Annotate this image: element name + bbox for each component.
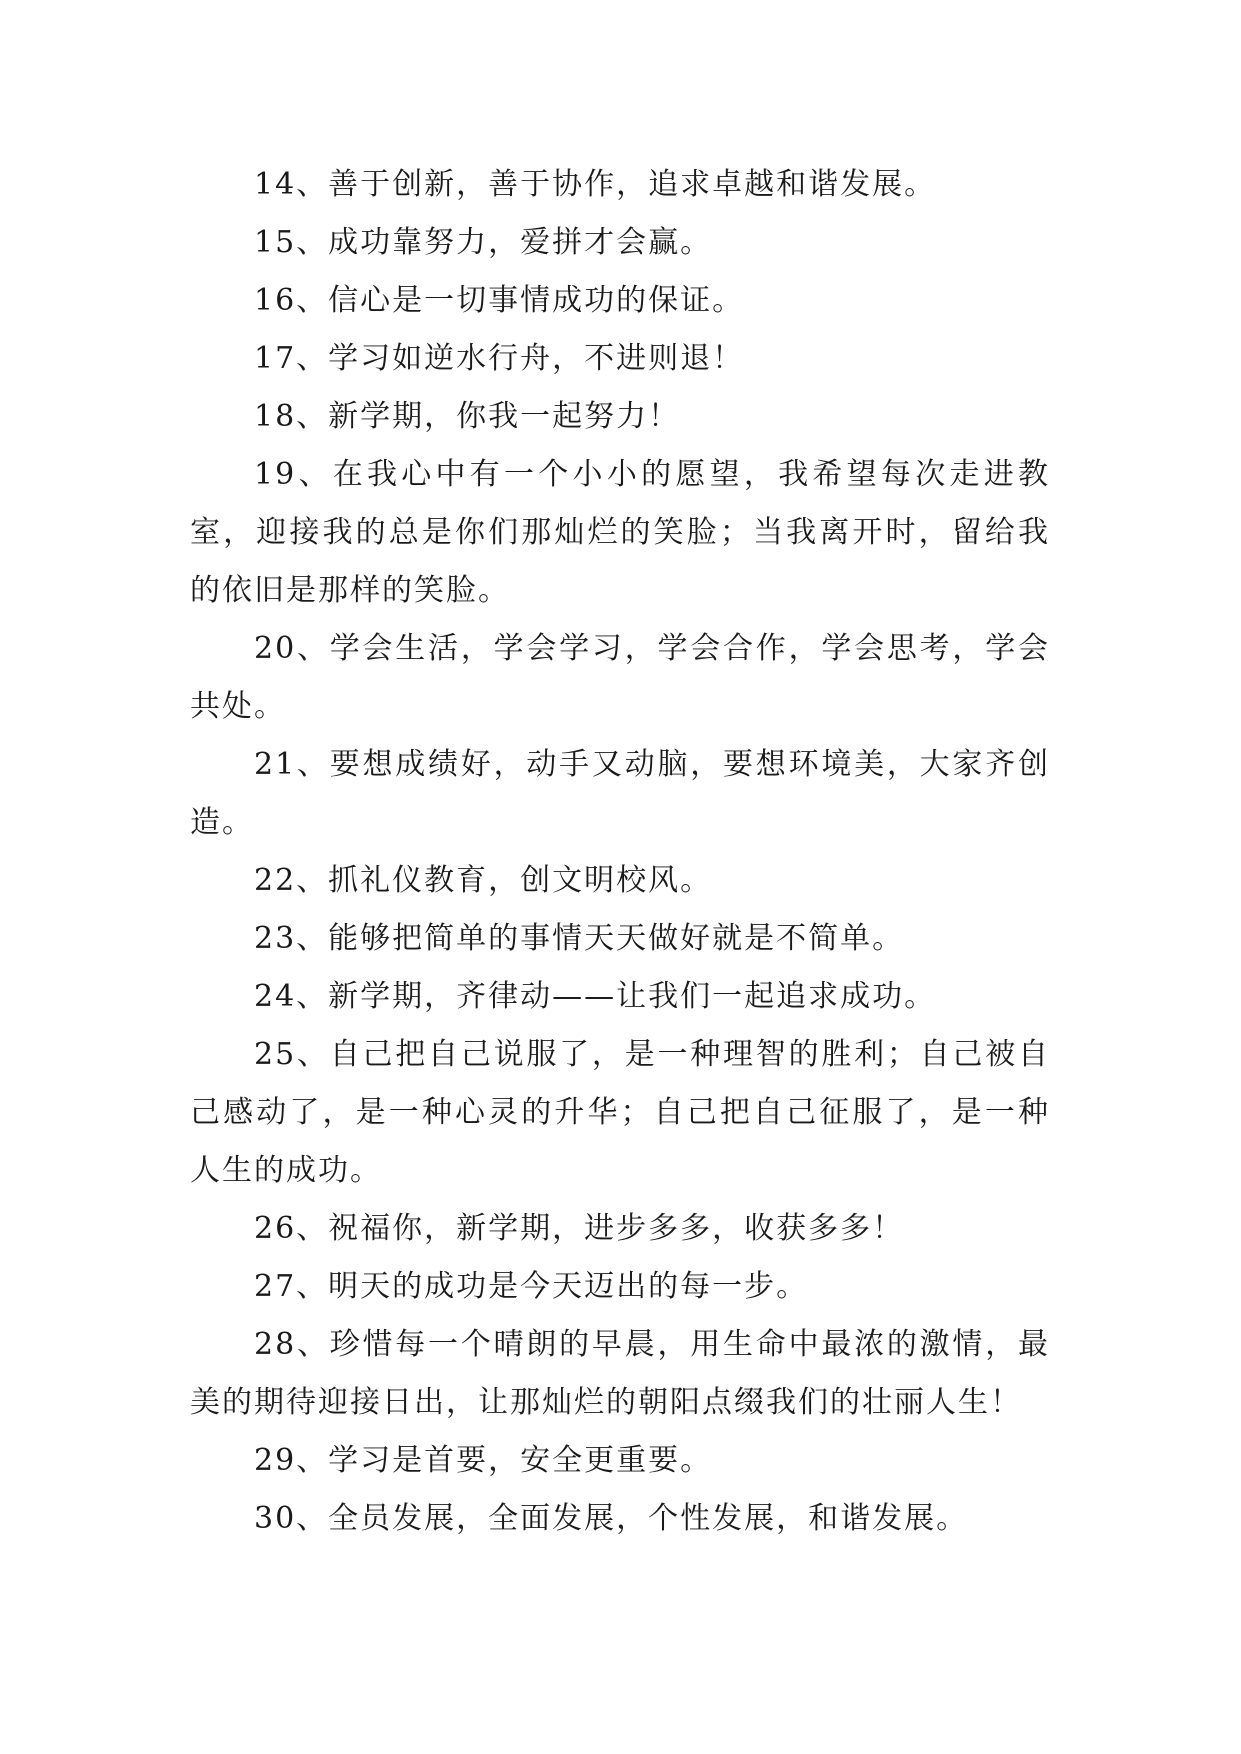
list-item: 25、自己把自己说服了，是一种理智的胜利；自己被自己感动了，是一种心灵的升华；自己把自己征服了，是一种人生的成功。 — [190, 1037, 1050, 1188]
list-item: 15、成功靠努力，爱拼才会赢。 — [254, 225, 713, 260]
list-item: 17、学习如逆水行舟，不进则退！ — [254, 341, 745, 376]
document-page — [190, 156, 1050, 1548]
list-item: 29、学习是首要，安全更重要。 — [254, 1443, 713, 1478]
list-item: 23、能够把简单的事情天天做好就是不简单。 — [254, 921, 905, 956]
list-item: 22、抓礼仪教育，创文明校风。 — [254, 863, 713, 898]
list-item: 20、学会生活，学会学习，学会合作，学会思考，学会共处。 — [190, 631, 1050, 724]
list-item: 28、珍惜每一个晴朗的早晨，用生命中最浓的激情，最美的期待迎接日出，让那灿烂的朝阳点缀我们的壮丽人生！ — [190, 1327, 1050, 1420]
list-item: 21、要想成绩好，动手又动脑，要想环境美，大家齐创造。 — [190, 747, 1050, 840]
list-item: 14、善于创新，善于协作，追求卓越和谐发展。 — [254, 167, 937, 202]
list-item: 27、明天的成功是今天迈出的每一步。 — [254, 1269, 809, 1304]
list-item: 16、信心是一切事情成功的保证。 — [254, 283, 745, 318]
list-item: 18、新学期，你我一起努力！ — [254, 399, 681, 434]
list-item: 19、在我心中有一个小小的愿望，我希望每次走进教室，迎接我的总是你们那灿烂的笑脸；当我离开时，留给我的依旧是那样的笑脸。 — [190, 457, 1050, 608]
list-item: 30、全员发展，全面发展，个性发展，和谐发展。 — [254, 1501, 969, 1536]
list-item: 26、祝福你，新学期，进步多多，收获多多！ — [254, 1211, 905, 1246]
list-item: 24、新学期，齐律动——让我们一起追求成功。 — [254, 979, 937, 1014]
